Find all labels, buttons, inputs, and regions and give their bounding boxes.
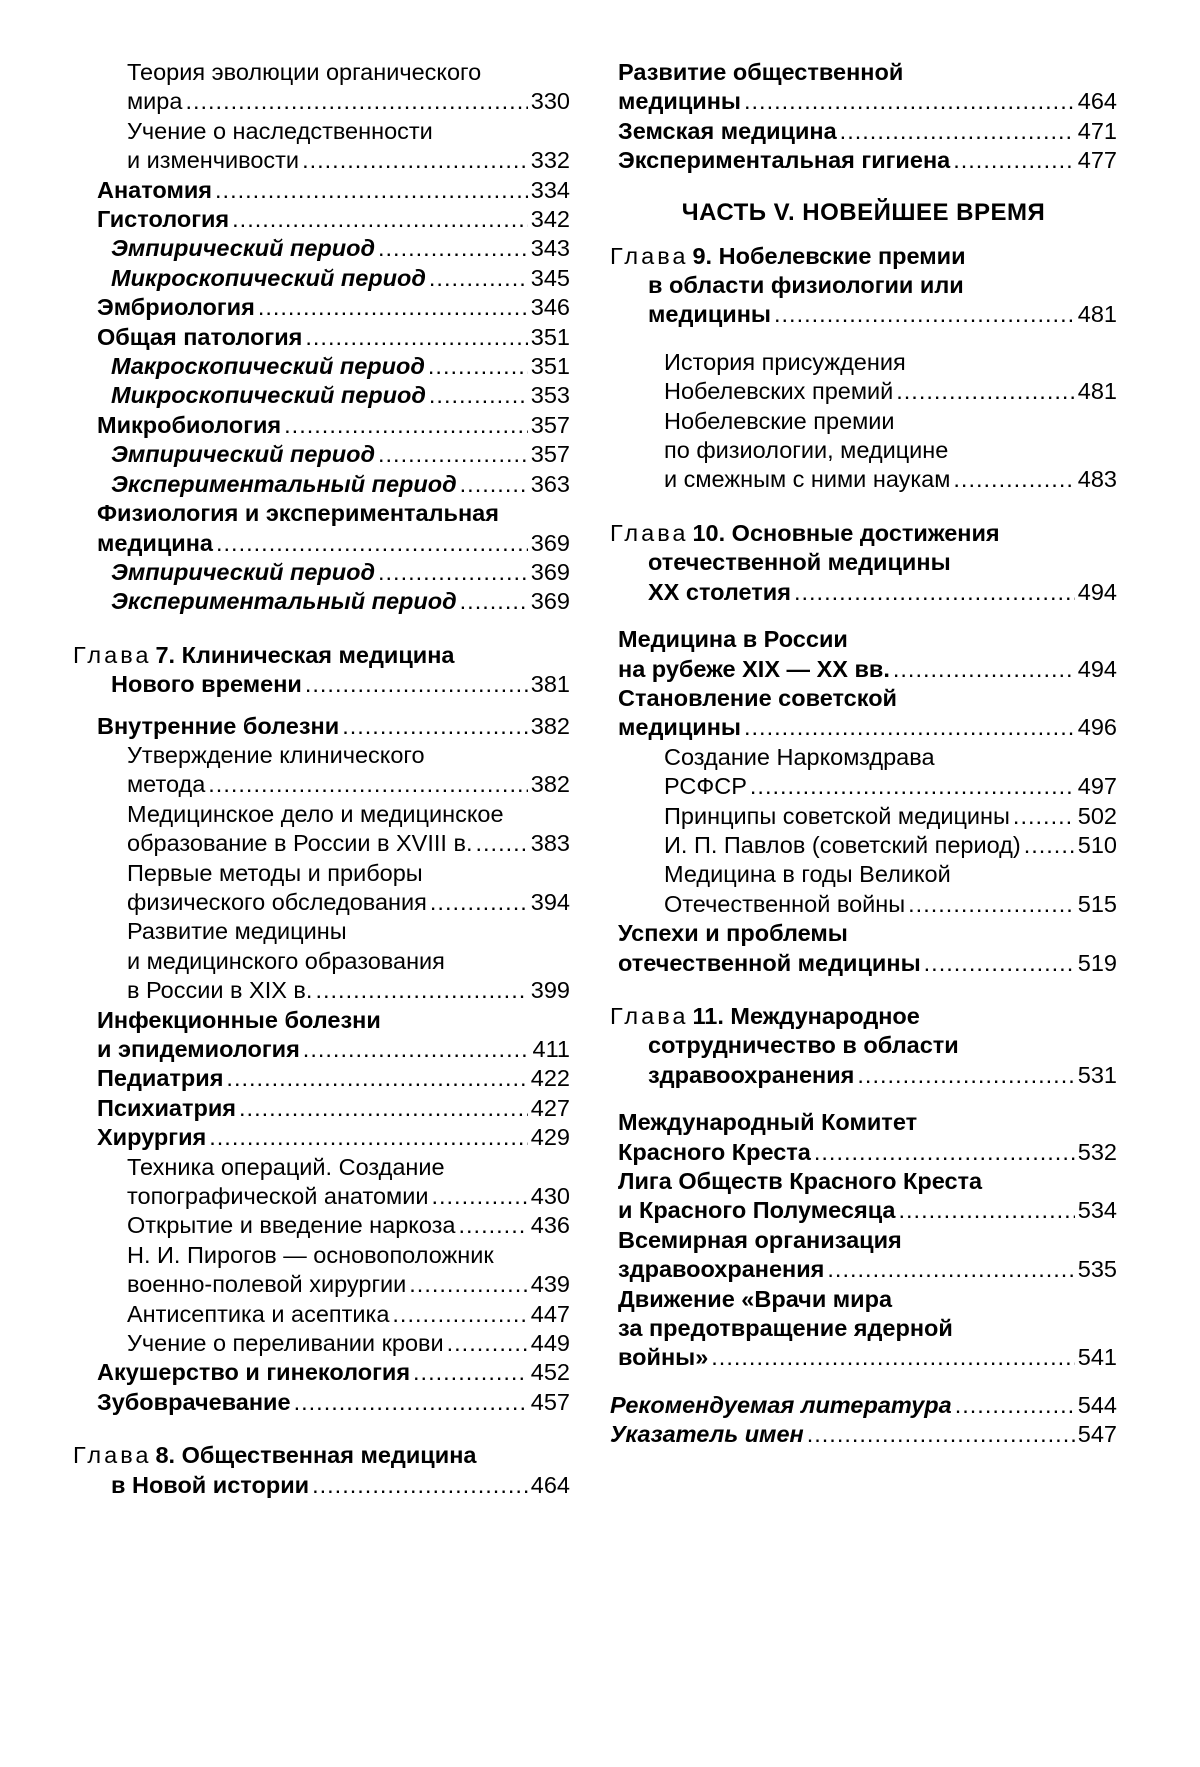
- page-number: 351: [530, 353, 570, 380]
- toc-entry-title: в России в XIX в.: [127, 977, 313, 1004]
- toc-entry-title: здравоохранения: [648, 1061, 855, 1088]
- toc-entry-line: Становление советской: [618, 684, 898, 711]
- toc-entry-line: Утверждение клинического: [127, 741, 425, 768]
- toc-entry[interactable]: [73, 117, 570, 176]
- toc-entry[interactable]: [610, 684, 1117, 743]
- spacer: [610, 978, 1117, 1002]
- dot-leader: [208, 770, 528, 799]
- toc-entry-line: Успехи и проблемы: [618, 920, 848, 947]
- toc-entry-line: за предотвращение ядерной: [618, 1315, 953, 1342]
- toc-entry-title: топографической анатомии: [127, 1183, 429, 1210]
- toc-entry[interactable]: [73, 264, 570, 293]
- chapter-word: Глава: [610, 242, 689, 269]
- toc-entry-title: РСФСР: [664, 773, 747, 800]
- toc-entry-title: Учение о переливании крови: [127, 1330, 444, 1357]
- toc-entry-line: Медицинское дело и медицинское: [127, 800, 504, 827]
- toc-entry-title: Эмбриология: [97, 294, 255, 321]
- chapter-word: Глава: [610, 1002, 689, 1029]
- toc-entry[interactable]: [73, 741, 570, 800]
- toc-entry[interactable]: [73, 1123, 570, 1152]
- toc-entry-title: Антисептика и асептика: [127, 1300, 390, 1327]
- toc-entry[interactable]: [73, 800, 570, 859]
- toc-entry-title: и изменчивости: [127, 147, 300, 174]
- page-number: 351: [530, 323, 570, 350]
- toc-entry-title: Эмпирический период: [111, 235, 375, 262]
- toc-entry-line: Лига Обществ Красного Креста: [618, 1168, 983, 1194]
- page-number: 342: [530, 206, 570, 233]
- page-number: 447: [530, 1300, 570, 1327]
- toc-entry-title: войны»: [618, 1344, 709, 1371]
- toc-entry-line: [73, 1441, 570, 1470]
- page-number: 471: [1077, 117, 1117, 144]
- page-number: 346: [530, 294, 570, 321]
- toc-entry[interactable]: [610, 58, 1117, 117]
- toc-entry-line: и медицинского образования: [127, 947, 445, 974]
- toc-entry-line: отечественной медицины: [648, 549, 951, 576]
- toc-entry-line: Теория эволюции органического: [127, 59, 482, 85]
- page-number: 357: [530, 411, 570, 438]
- toc-entry-title: медицина: [97, 529, 213, 556]
- toc-entry-title: Общая патология: [97, 323, 303, 350]
- toc-entry-title: Рекомендуемая литература: [610, 1391, 952, 1418]
- dot-leader: [378, 234, 528, 263]
- toc-entry[interactable]: [610, 1285, 1117, 1373]
- toc-entry-title: Эмпирический период: [111, 558, 375, 585]
- dot-leader: [794, 578, 1075, 607]
- spacer: [73, 617, 570, 641]
- toc-entry-title: Нового времени: [111, 671, 302, 698]
- toc-entry-title: Земская медицина: [618, 117, 837, 144]
- toc-entry[interactable]: [73, 859, 570, 918]
- toc-entry[interactable]: [610, 1391, 1117, 1420]
- dot-leader: [303, 1035, 530, 1064]
- page-number: 427: [530, 1094, 570, 1121]
- page-number: 464: [530, 1471, 570, 1498]
- dot-leader: [827, 1255, 1074, 1284]
- page-number: 332: [530, 147, 570, 174]
- toc-entry-line: Учение о наследственности: [127, 117, 433, 144]
- dot-leader: [1013, 802, 1075, 831]
- dot-leader: [305, 670, 528, 699]
- toc-entry-title: Хирургия: [97, 1124, 207, 1151]
- toc-entry[interactable]: [610, 1167, 1117, 1226]
- toc-entry-title: Экспериментальная гигиена: [618, 147, 951, 174]
- page-number: 452: [530, 1359, 570, 1386]
- page-number: 411: [532, 1036, 570, 1062]
- dot-leader: [392, 1300, 527, 1329]
- toc-entry[interactable]: [73, 323, 570, 352]
- dot-leader: [209, 1123, 528, 1152]
- toc-entry-title: медицины: [618, 88, 741, 115]
- toc-entry[interactable]: [73, 234, 570, 263]
- toc-entry[interactable]: [610, 146, 1117, 175]
- dot-leader: [378, 440, 528, 469]
- page-number: 399: [530, 977, 570, 1004]
- toc-entry[interactable]: [73, 558, 570, 587]
- toc-entry-line: Развитие общественной: [618, 59, 904, 85]
- toc-right-column: [610, 58, 1117, 1450]
- toc-entry[interactable]: [610, 117, 1117, 146]
- toc-entry-line: Развитие медицины: [127, 918, 347, 945]
- toc-entry-line: [610, 519, 1117, 548]
- page-number: 363: [530, 470, 570, 497]
- toc-entry-line: Инфекционные болезни: [97, 1006, 381, 1033]
- page-number: 353: [530, 382, 570, 409]
- toc-entry-title: Экспериментальный период: [111, 588, 457, 615]
- page-number: 494: [1077, 578, 1117, 605]
- toc-entry-line: Медицина в России: [618, 626, 848, 653]
- page-number: 382: [530, 712, 570, 739]
- toc-entry-title: Нобелевских премий: [664, 378, 894, 405]
- dot-leader: [460, 587, 528, 616]
- toc-entry-line: Создание Наркомздрава: [664, 743, 935, 770]
- toc-entry[interactable]: [73, 1211, 570, 1240]
- toc-entry-title: Внутренние болезни: [97, 712, 340, 739]
- page-number: 494: [1077, 655, 1117, 682]
- toc-entry[interactable]: [610, 743, 1117, 802]
- chapter-word: Глава: [73, 1442, 152, 1469]
- toc-entry[interactable]: [610, 802, 1117, 831]
- page-number: 369: [530, 588, 570, 615]
- toc-entry-line: Движение «Врачи мира: [618, 1285, 893, 1312]
- dot-leader: [750, 772, 1075, 801]
- toc-entry-title: Микроскопический период: [111, 264, 426, 291]
- toc-entry-line: Техника операций. Создание: [127, 1153, 445, 1180]
- toc-entry[interactable]: [73, 499, 570, 558]
- toc-entry[interactable]: [73, 58, 570, 117]
- spacer: [73, 700, 570, 712]
- toc-entry[interactable]: [73, 470, 570, 499]
- toc-entry-line: Н. И. Пирогов — основоположник: [127, 1241, 494, 1268]
- toc-entry-title: Педиатрия: [97, 1065, 224, 1092]
- toc-entry-title: на рубеже XIX — XX вв.: [618, 655, 890, 682]
- dot-leader: [302, 146, 528, 175]
- dot-leader: [409, 1270, 528, 1299]
- toc-entry-title: Зубоврачевание: [97, 1388, 291, 1415]
- toc-chapter-entry[interactable]: [610, 519, 1117, 607]
- toc-entry[interactable]: [73, 1064, 570, 1093]
- toc-entry-line: Международный Комитет: [618, 1109, 918, 1136]
- dot-leader: [955, 1391, 1075, 1420]
- toc-entry-line: в области физиологии или: [648, 272, 964, 299]
- chapter-title: 10. Основные достижения: [692, 519, 1000, 546]
- dot-leader: [774, 300, 1075, 329]
- dot-leader: [744, 713, 1075, 742]
- chapter-title: 8. Общественная медицина: [155, 1442, 477, 1469]
- toc-entry-line: [610, 1002, 1117, 1031]
- page-number: 510: [1077, 831, 1117, 858]
- dot-leader: [896, 377, 1075, 406]
- toc-entry[interactable]: [610, 407, 1117, 495]
- toc-entry-title: Эмпирический период: [111, 441, 375, 468]
- page-number: 394: [530, 888, 570, 915]
- toc-entry[interactable]: [73, 352, 570, 381]
- toc-entry-line: Физиология и экспериментальная: [97, 500, 499, 527]
- dot-leader: [258, 293, 528, 322]
- dot-leader: [428, 352, 528, 381]
- toc-entry[interactable]: [73, 411, 570, 440]
- toc-entry-title: военно-полевой хирургии: [127, 1271, 407, 1298]
- page-number: 334: [530, 176, 570, 203]
- page-number: 381: [530, 671, 570, 698]
- toc-entry-title: медицины: [618, 714, 741, 741]
- page-number: 531: [1077, 1061, 1117, 1088]
- dot-leader: [924, 949, 1075, 978]
- toc-entry-line: [610, 242, 1117, 271]
- toc-entry[interactable]: [73, 1241, 570, 1300]
- page-number: 343: [530, 235, 570, 262]
- page-number: 449: [530, 1330, 570, 1357]
- page-number: 330: [530, 88, 570, 115]
- dot-leader: [429, 381, 528, 410]
- toc-entry-title: Анатомия: [97, 176, 213, 203]
- page-number: 502: [1077, 802, 1117, 829]
- page-number: 345: [530, 264, 570, 291]
- chapter-word: Глава: [73, 641, 152, 668]
- dot-leader: [216, 529, 528, 558]
- page-number: 464: [1077, 88, 1117, 115]
- toc-chapter-entry[interactable]: [610, 242, 1117, 330]
- toc-entry-line: Всемирная организация: [618, 1226, 902, 1253]
- dot-leader: [185, 87, 527, 116]
- page-number: 547: [1077, 1421, 1117, 1448]
- toc-entry-title: Микробиология: [97, 411, 282, 438]
- dot-leader: [458, 1211, 527, 1240]
- toc-left-column: [73, 58, 570, 1500]
- toc-entry-line: Первые методы и приборы: [127, 859, 423, 886]
- page-number: 496: [1077, 714, 1117, 741]
- chapter-title: 7. Клиническая медицина: [155, 641, 455, 668]
- page-number: 519: [1077, 949, 1117, 976]
- toc-entry-title: Указатель имен: [610, 1421, 804, 1448]
- spacer: [610, 607, 1117, 625]
- toc-entry-title: метода: [127, 771, 206, 798]
- dot-leader: [744, 87, 1075, 116]
- dot-leader: [305, 323, 527, 352]
- dot-leader: [294, 1388, 528, 1417]
- spacer: [73, 1417, 570, 1441]
- dot-leader: [315, 976, 527, 1005]
- toc-entry[interactable]: [73, 1300, 570, 1329]
- toc-entry-title: Открытие и введение наркоза: [127, 1212, 456, 1239]
- dot-leader: [378, 558, 528, 587]
- page-number: 369: [530, 529, 570, 556]
- toc-entry[interactable]: [73, 1388, 570, 1417]
- toc-entry-line: История присуждения: [664, 348, 906, 375]
- toc-chapter-entry[interactable]: [73, 1441, 570, 1500]
- dot-leader: [908, 890, 1075, 919]
- dot-leader: [857, 1061, 1074, 1090]
- page-number: 422: [530, 1065, 570, 1092]
- dot-leader: [953, 465, 1074, 494]
- toc-entry[interactable]: [610, 860, 1117, 919]
- spacer: [610, 1373, 1117, 1391]
- spacer: [610, 1090, 1117, 1108]
- page-number: 481: [1077, 378, 1117, 405]
- toc-entry-title: здравоохранения: [618, 1256, 825, 1283]
- dot-leader: [840, 117, 1075, 146]
- page-number: 477: [1077, 147, 1117, 174]
- dot-leader: [312, 1471, 528, 1500]
- toc-entry-title: образование в России в XVIII в.: [127, 830, 473, 857]
- toc-entry[interactable]: [73, 1358, 570, 1387]
- toc-chapter-entry[interactable]: [73, 641, 570, 700]
- part-heading: ЧАСТЬ V. НОВЕЙШЕЕ ВРЕМЯ: [681, 198, 1046, 226]
- spacer: [610, 495, 1117, 519]
- page-number: 481: [1077, 301, 1117, 328]
- toc-entry-title: мира: [127, 88, 183, 115]
- page-number: 429: [530, 1124, 570, 1151]
- toc-entry[interactable]: [73, 917, 570, 1005]
- chapter-title: 11. Международное: [692, 1002, 920, 1029]
- dot-leader: [447, 1329, 528, 1358]
- toc-entry-title: и смежным с ними наукам: [664, 466, 951, 493]
- dot-leader: [215, 176, 528, 205]
- dot-leader: [814, 1138, 1075, 1167]
- page-number: 515: [1077, 890, 1117, 917]
- toc-entry-title: XX столетия: [648, 578, 791, 605]
- dot-leader: [429, 264, 528, 293]
- toc-entry[interactable]: [610, 919, 1117, 978]
- page-number: 497: [1077, 773, 1117, 800]
- toc-entry-title: физического обследования: [127, 888, 427, 915]
- toc-entry[interactable]: [73, 293, 570, 322]
- toc-chapter-entry[interactable]: [610, 1002, 1117, 1090]
- dot-leader: [342, 712, 528, 741]
- toc-entry-title: и Красного Полумесяца: [618, 1197, 896, 1224]
- dot-leader: [899, 1196, 1075, 1225]
- toc-entry[interactable]: [73, 1094, 570, 1123]
- dot-leader: [807, 1420, 1075, 1449]
- toc-entry[interactable]: [610, 1226, 1117, 1285]
- page-number: 439: [530, 1271, 570, 1298]
- page-number: 541: [1077, 1344, 1117, 1371]
- toc-entry-title: Красного Креста: [618, 1138, 811, 1165]
- page-number: 369: [530, 558, 570, 585]
- toc-entry[interactable]: [73, 587, 570, 616]
- page-number: 436: [530, 1212, 570, 1239]
- dot-leader: [430, 888, 528, 917]
- toc-entry-title: Макроскопический период: [111, 353, 425, 380]
- page-number: 382: [530, 771, 570, 798]
- page-number: 383: [530, 830, 570, 857]
- spacer: [610, 330, 1117, 348]
- chapter-title: 9. Нобелевские премии: [692, 242, 966, 269]
- page-number: 430: [530, 1183, 570, 1210]
- page-number: 544: [1077, 1391, 1117, 1418]
- toc-entry[interactable]: [73, 1329, 570, 1358]
- toc-entry-line: по физиологии, медицине: [664, 437, 949, 464]
- toc-entry-title: И. П. Павлов (советский период): [664, 831, 1021, 858]
- page-number: 535: [1077, 1256, 1117, 1283]
- page-number: 457: [530, 1388, 570, 1415]
- toc-entry[interactable]: [610, 1420, 1117, 1449]
- dot-leader: [413, 1358, 528, 1387]
- dot-leader: [284, 411, 528, 440]
- dot-leader: [431, 1182, 527, 1211]
- toc-entry-title: в Новой истории: [111, 1471, 310, 1498]
- toc-entry-line: сотрудничество в области: [648, 1032, 959, 1059]
- toc-entry-title: Акушерство и гинекология: [97, 1359, 411, 1386]
- toc-entry-title: Микроскопический период: [111, 382, 426, 409]
- toc-entry[interactable]: [73, 381, 570, 410]
- dot-leader: [953, 146, 1075, 175]
- toc-entry[interactable]: [73, 205, 570, 234]
- toc-entry-title: и эпидемиология: [97, 1036, 300, 1062]
- page-number: 532: [1077, 1138, 1117, 1165]
- toc-entry[interactable]: [73, 1006, 570, 1065]
- dot-leader: [460, 470, 528, 499]
- toc-entry[interactable]: [610, 831, 1117, 860]
- dot-leader: [475, 829, 527, 858]
- toc-entry-title: Отечественной войны: [664, 890, 906, 917]
- toc-entry[interactable]: [73, 1153, 570, 1212]
- toc-entry[interactable]: [610, 1108, 1117, 1167]
- toc-entry[interactable]: [610, 348, 1117, 407]
- toc-entry[interactable]: [610, 625, 1117, 684]
- dot-leader: [239, 1094, 528, 1123]
- toc-entry[interactable]: [73, 176, 570, 205]
- page-number: 483: [1077, 466, 1117, 493]
- chapter-word: Глава: [610, 519, 689, 546]
- toc-entry-line: Медицина в годы Великой: [664, 861, 951, 888]
- toc-entry-title: Гистология: [97, 206, 230, 233]
- toc-entry-title: Принципы советской медицины: [664, 802, 1010, 829]
- toc-entry-title: Психиатрия: [97, 1094, 237, 1121]
- dot-leader: [893, 655, 1075, 684]
- dot-leader: [226, 1064, 527, 1093]
- toc-entry-line: [73, 641, 570, 670]
- toc-entry[interactable]: [73, 440, 570, 469]
- toc-entry-title: Экспериментальный период: [111, 470, 457, 497]
- toc-entry-line: Нобелевские премии: [664, 407, 895, 434]
- toc-entry[interactable]: [73, 712, 570, 741]
- page-number: 534: [1077, 1197, 1117, 1224]
- dot-leader: [1024, 831, 1075, 860]
- toc-entry-title: медицины: [648, 301, 771, 328]
- dot-leader: [711, 1343, 1075, 1372]
- page-number: 357: [530, 441, 570, 468]
- dot-leader: [232, 205, 528, 234]
- toc-entry-title: отечественной медицины: [618, 949, 921, 976]
